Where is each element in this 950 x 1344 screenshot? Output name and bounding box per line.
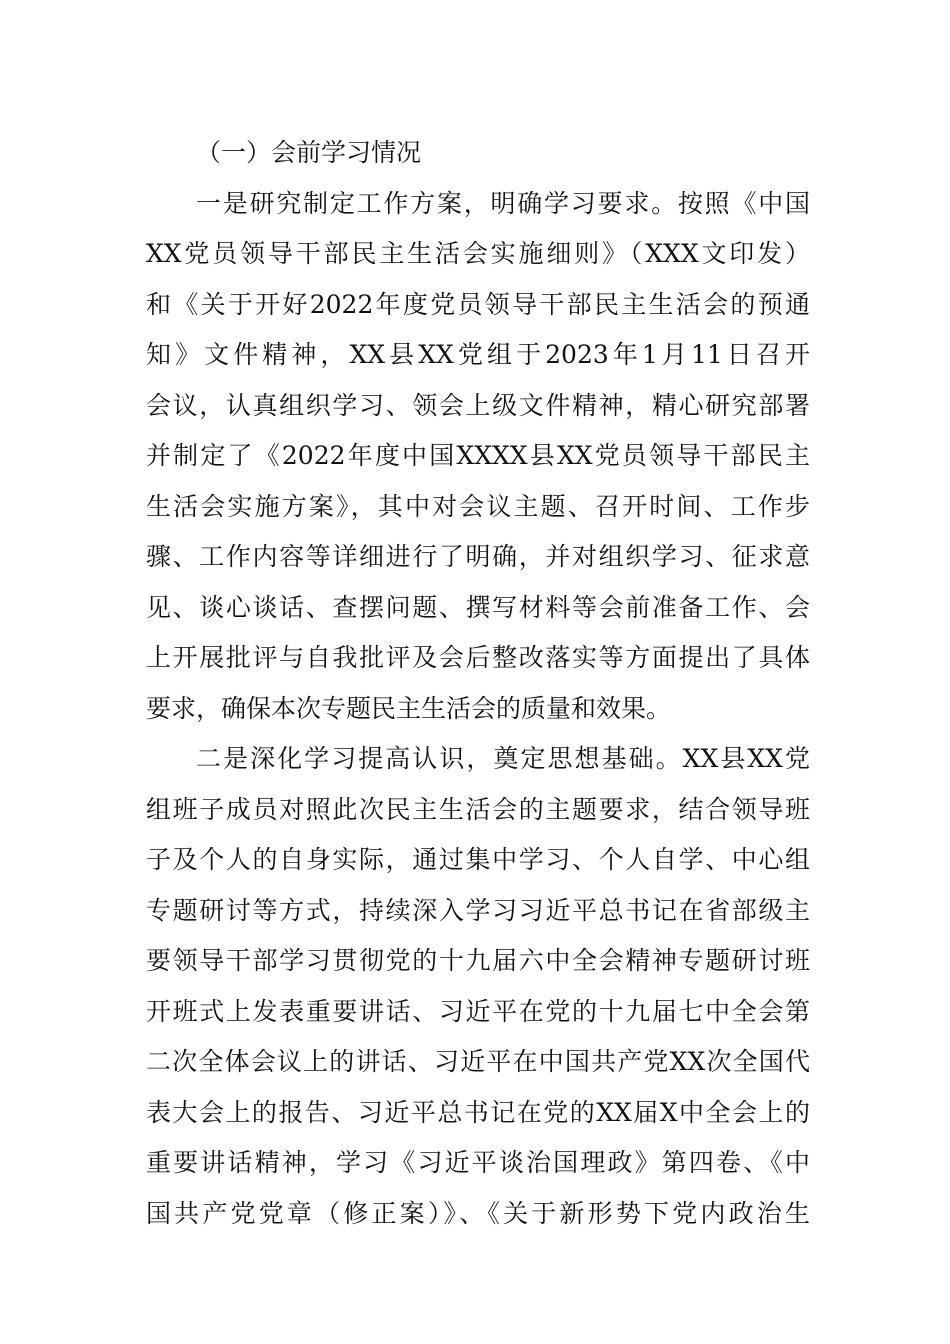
paragraph-line: 专题研讨等方式，持续深入学习习近平总书记在省部级主 xyxy=(146,895,810,925)
paragraph-line: 生活会实施方案》，其中对会议主题、召开时间、工作步 xyxy=(146,491,810,521)
paragraph-line: 二是深化学习提高认识，奠定思想基础。XX县XX党 xyxy=(196,744,810,773)
paragraph-line: 知》文件精神，XX县XX党组于2023年1月11日召开 xyxy=(146,340,810,369)
paragraph-line: 二次全体会议上的讲话、习近平在中国共产党XX次全国代 xyxy=(146,1047,810,1076)
paragraph-line: 要求，确保本次专题民主生活会的质量和效果。 xyxy=(146,693,672,723)
paragraph-line: XX党员领导干部民主生活会实施细则》（XXX文印发） xyxy=(146,239,810,268)
paragraph-line: 上开展批评与自我批评及会后整改落实等方面提出了具体 xyxy=(146,643,810,672)
paragraph-line: 表大会上的报告、习近平总书记在党的XX届X中全会上的 xyxy=(146,1097,810,1127)
paragraph-line: 和《关于开好2022年度党员领导干部民主生活会的预通 xyxy=(146,289,810,319)
paragraph-line: 重要讲话精神，学习《习近平谈治国理政》第四卷、《中 xyxy=(146,1148,810,1177)
paragraph-line: 组班子成员对照此次民主生活会的主题要求，结合领导班 xyxy=(146,794,810,824)
section-heading: （一）会前学习情况 xyxy=(196,138,422,167)
paragraph-2 xyxy=(146,734,810,1239)
paragraph-1 xyxy=(146,179,810,735)
paragraph-line: 要领导干部学习贯彻党的十九届六中全会精神专题研讨班 xyxy=(146,946,810,975)
paragraph-line: 国共产党党章（修正案）》、《关于新形势下党内政治生 xyxy=(146,1198,810,1228)
paragraph-line: 子及个人的自身实际，通过集中学习、个人自学、中心组 xyxy=(146,845,810,874)
paragraph-line: 会议，认真组织学习、领会上级文件精神，精心研究部署 xyxy=(146,390,810,420)
paragraph-line: 并制定了《2022年度中国XXXX县XX党员领导干部民主 xyxy=(146,441,810,470)
document-body xyxy=(146,128,810,1239)
paragraph-line: 一是研究制定工作方案，明确学习要求。按照《中国 xyxy=(196,188,810,218)
paragraph-line: 骤、工作内容等详细进行了明确，并对组织学习、征求意 xyxy=(146,542,810,571)
paragraph-line: 见、谈心谈话、查摆问题、撰写材料等会前准备工作、会 xyxy=(146,592,810,622)
paragraph-line: 开班式上发表重要讲话、习近平在党的十九届七中全会第 xyxy=(146,996,810,1026)
